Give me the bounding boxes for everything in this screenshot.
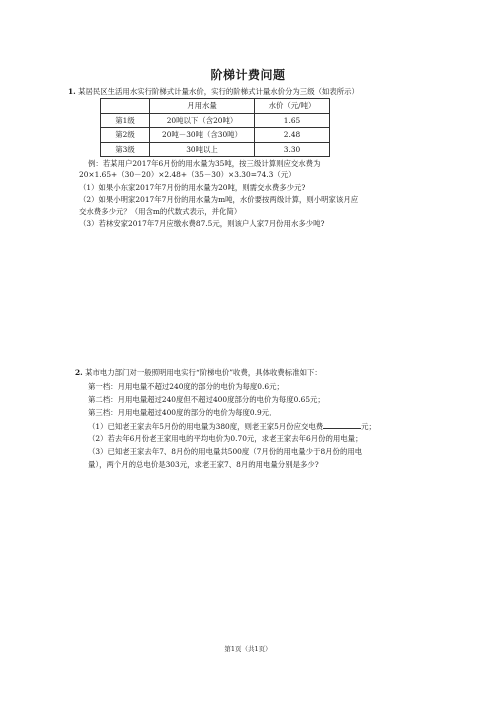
tier-3-rule: 第三档：月用电量超过400度的部分的电价为每度0.9元．	[88, 408, 277, 417]
question-1-part-2-line-2: 交水费多少元？（用含m的代数式表示，并化简）	[79, 207, 242, 216]
question-1-part-2-line-1: （2）如果小明家2017年7月份的用水量为m吨，水价要按两级计算，则小明家该月应	[79, 195, 359, 204]
table-header-cell: 水价（元/吨）	[255, 99, 330, 114]
table-cell: 第2级	[101, 128, 150, 143]
table-cell: 1.65	[255, 113, 330, 128]
question-2-part-2: （2）若去年6月份老王家用电的平均电价为0.70元，求老王家去年6月份的用电量；	[88, 434, 363, 443]
answer-blank[interactable]	[323, 421, 361, 429]
table-header-cell: 月用水量	[150, 99, 255, 114]
table-header-row	[101, 99, 330, 114]
table-cell: 第3级	[101, 142, 150, 157]
water-rate-table	[100, 98, 330, 157]
question-1-intro	[68, 87, 359, 97]
question-2-part-1-unit: 元；	[361, 422, 376, 431]
question-2-part-1-text: （1）已知老王家去年5月份的用电量为380度，则老王家5月份应交电费	[88, 422, 324, 431]
question-1-intro-text: 某居民区生活用水实行阶梯式计量水价，实行的阶梯式计量水价分为三级（如表所示）	[78, 87, 359, 96]
table-cell: 3.30	[255, 142, 330, 157]
table-row	[101, 113, 330, 128]
table-header-cell	[101, 99, 150, 114]
question-2-part-1	[88, 421, 376, 432]
example-line-2: 20×1.65+（30－20）×2.48+（35－30）×3.30=74.3（元）	[79, 170, 296, 179]
table-row	[101, 128, 330, 143]
question-2-number: 2.	[75, 368, 83, 377]
question-1-part-1: （1）如果小东家2017年7月份的用水量为20吨，则需交水费多少元?	[79, 183, 306, 192]
tier-2-rule: 第二档：月用电量超过240度但不超过400度部分的电价为每度0.65元；	[88, 395, 325, 404]
table-cell: 2.48	[255, 128, 330, 143]
table-cell: 第1级	[101, 113, 150, 128]
table-cell: 20吨以下（含20吨）	[150, 113, 255, 128]
question-1-part-3: （3）若林安家2017年7月应缴水费87.5元，则该户人家7月份用水多少吨?	[79, 219, 325, 228]
page-footer: 第1页（共1页）	[224, 645, 272, 653]
question-2-part-3-line-1: （3）已知老王家去年7、8月份的用电量共500度（7月份的用电量少于8月份的用电	[88, 447, 363, 456]
question-2-part-3-line-2: 量），两个月的总电价是303元，求老王家7、8月的用电量分别是多少?	[88, 460, 319, 469]
question-1-number: 1.	[68, 87, 76, 96]
tier-1-rule: 第一档：月用电量不超过240度的部分的电价为每度0.6元；	[88, 382, 284, 391]
table-row	[101, 142, 330, 157]
example-line-1: 例：若某用户2017年6月份的用水量为35吨，按三级计算则应交水费为	[88, 159, 321, 168]
question-2-intro	[75, 368, 322, 378]
table-cell: 20吨－30吨（含30吨）	[150, 128, 255, 143]
table-cell: 30吨以上	[150, 142, 255, 157]
question-2-intro-text: 某市电力部门对一般照明用电实行“阶梯电价”收费，具体收费标准如下：	[85, 368, 322, 377]
document-title: 阶梯计费问题	[210, 68, 286, 82]
